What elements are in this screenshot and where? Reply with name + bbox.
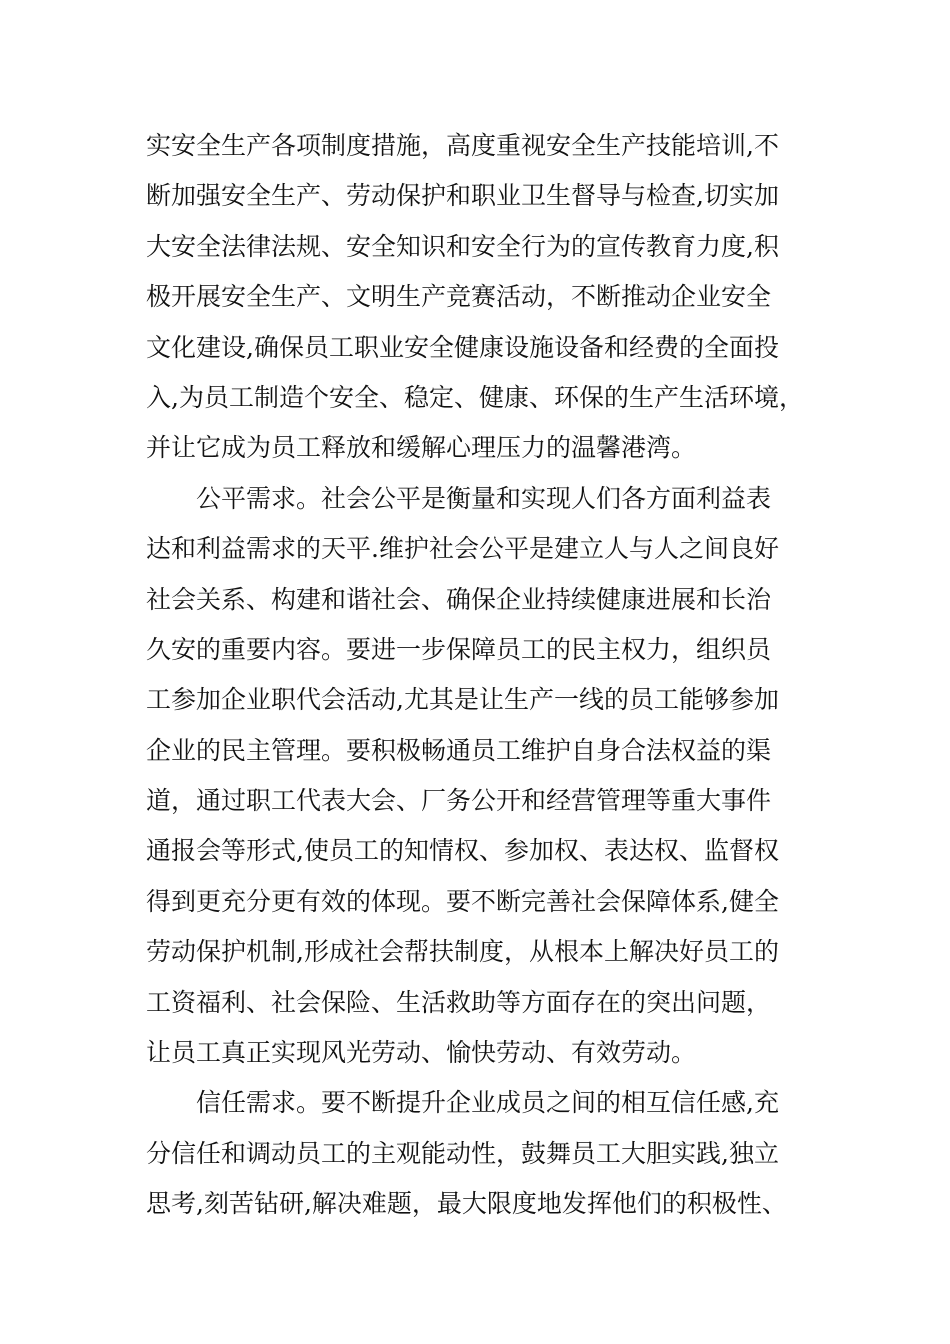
text-line: 社会关系、构建和谐社会、确保企业持续健康进展和长治 <box>146 584 772 614</box>
text-line: 工资福利、社会保险、生活救助等方面存在的突出问题， <box>146 987 772 1017</box>
document-body <box>146 128 806 1237</box>
text-line: 大安全法律法规、安全知识和安全行为的宣传教育力度,积 <box>146 231 779 261</box>
text-line: 断加强安全生产、劳动保护和职业卫生督导与检查,切实加 <box>146 181 779 211</box>
text-line: 思考,刻苦钻研,解决难题，最大限度地发挥他们的积极性、 <box>146 1189 787 1219</box>
text-line: 通报会等形式,使员工的知情权、参加权、表达权、监督权 <box>146 836 779 866</box>
paragraph <box>146 1085 806 1236</box>
paragraph <box>146 481 806 1086</box>
text-line: 道，通过职工代表大会、厂务公开和经营管理等重大事件 <box>146 786 772 816</box>
text-line: 工参加企业职代会活动,尤其是让生产一线的员工能够参加 <box>146 685 779 715</box>
text-line: 让员工真正实现风光劳动、愉快劳动、有效劳动。 <box>146 1038 697 1068</box>
text-line: 企业的民主管理。要积极畅通员工维护自身合法权益的渠 <box>146 735 772 765</box>
text-line: 实安全生产各项制度措施，高度重视安全生产技能培训,不 <box>146 131 779 160</box>
text-line: 达和利益需求的天平.维护社会公平是建立人与人之间良好 <box>146 534 779 564</box>
text-line: 久安的重要内容。要进一步保障员工的民主权力，组织员 <box>146 634 772 664</box>
text-line: 信任需求。要不断提升企业成员之间的相互信任感,充 <box>196 1088 779 1118</box>
text-line: 得到更充分更有效的体现。要不断完善社会保障体系,健全 <box>146 886 779 916</box>
text-line: 文化建设,确保员工职业安全健康设施设备和经费的全面投 <box>146 332 779 362</box>
text-line: 并让它成为员工释放和缓解心理压力的温馨港湾。 <box>146 433 697 463</box>
text-line: 极开展安全生产、文明生产竞赛活动，不断推动企业安全 <box>146 282 772 312</box>
text-line: 劳动保护机制,形成社会帮扶制度，从根本上解决好员工的 <box>146 937 779 967</box>
text-line: 分信任和调动员工的主观能动性，鼓舞员工大胆实践,独立 <box>146 1138 779 1168</box>
text-line: 公平需求。社会公平是衡量和实现人们各方面利益表 <box>196 483 772 513</box>
paragraph <box>146 128 806 481</box>
text-line: 入,为员工制造个安全、稳定、健康、环保的生产生活环境， <box>146 382 804 412</box>
